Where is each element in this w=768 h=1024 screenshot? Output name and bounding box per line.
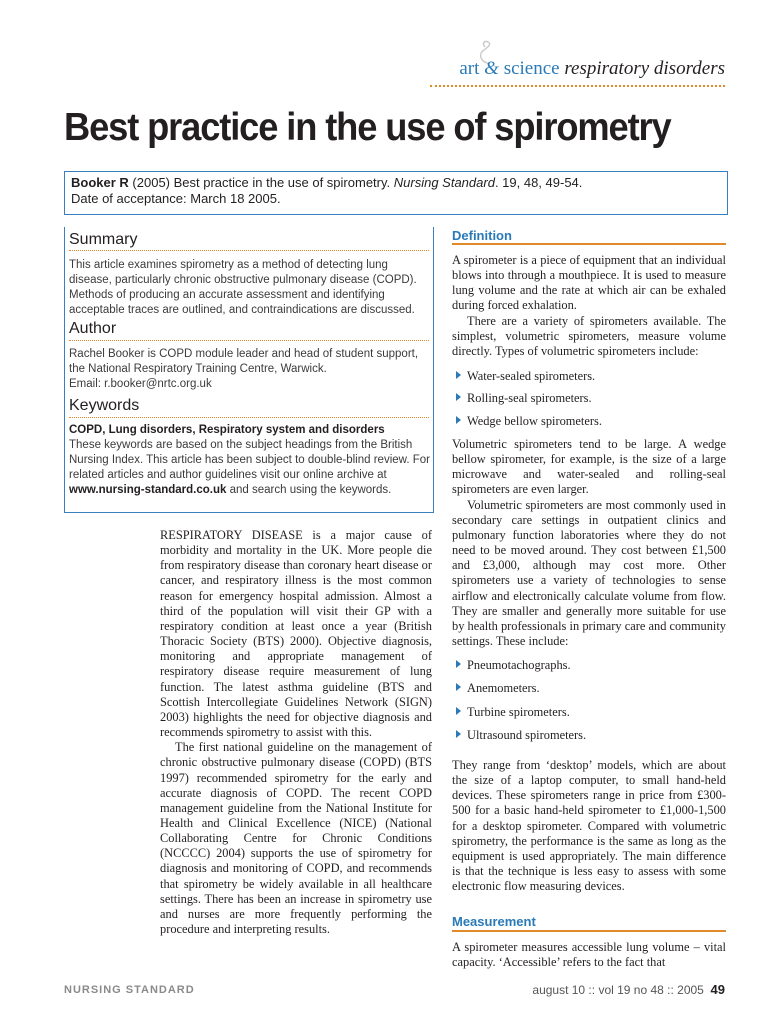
- summary-heading: Summary: [69, 231, 138, 248]
- citation-box: [64, 171, 728, 215]
- author-info: [69, 347, 431, 392]
- bullet-arrow-icon: [456, 371, 461, 379]
- bullet-arrow-icon: [456, 707, 461, 715]
- summary-text: This article examines spirometry as a method of detecting lung disease, particularly chronic obstructive pulmonary disease (COPD). Methods of producing an accurate assessment and identifying acceptable traces are outlined, and contraindications are discussed.: [69, 259, 417, 316]
- definition-text-3: [452, 758, 726, 894]
- footer-journal: NURSING STANDARD: [64, 984, 195, 996]
- definition-paragraph-2: There are a variety of spirometers available. The simplest, volumetric spirometers, measure volume directly. Types of volumetric spirometers include:: [452, 313, 726, 358]
- bullet-arrow-icon: [456, 683, 461, 691]
- definition-paragraph-1: A spirometer is a piece of equipment that an individual blows into through a mouthpiece. It is used to measure lung volume and the rate at which air can be exhaled during forced exhalation.: [452, 253, 726, 313]
- article-title: Best practice in the use of spirometry: [64, 106, 671, 149]
- citation-ref: . 19, 48, 49-54.: [494, 175, 583, 190]
- left-body-column: [160, 528, 432, 937]
- citation-author: Booker R: [71, 175, 129, 190]
- keywords-divider: [69, 417, 429, 418]
- bullet-arrow-icon: [456, 393, 461, 401]
- section-science: science: [503, 58, 560, 79]
- definition-text-2: [452, 437, 726, 649]
- footer-issue: august 10 :: vol 19 no 48 :: 2005: [532, 983, 704, 997]
- bullet-arrow-icon: [456, 416, 461, 424]
- measurement-heading: Measurement: [452, 914, 536, 929]
- archive-link[interactable]: www.nursing-standard.co.uk: [69, 484, 227, 496]
- page-number: 49: [710, 982, 725, 997]
- measurement-text: [452, 940, 726, 970]
- list-item: Pneumotachographs.: [456, 658, 571, 673]
- author-heading: Author: [69, 320, 117, 337]
- definition-text-1: [452, 253, 726, 359]
- author-text: Rachel Booker is COPD module leader and head of student support, the National Respiratory Training Centre, Warwick.: [69, 348, 419, 375]
- list-item: Ultrasound spirometers.: [456, 728, 586, 743]
- keywords-block: [69, 423, 431, 498]
- definition-paragraph-5: They range from ‘desktop’ models, which are about the size of a laptop computer, to small hand-held devices. These spirometers range in price from £300-500 for a basic hand-held spirometer to £1,000-1,500 for a desktop spirometer. Compared with volumetric spirometry, the performance is the same as long as the equipment is used appropriately. The main difference is that the technique is less easy to assess with some electronic flow measuring devices.: [452, 758, 726, 894]
- section-art: art: [459, 58, 480, 79]
- acceptance-date: Date of acceptance: March 18 2005.: [71, 191, 281, 206]
- author-email: Email: r.booker@nrtc.org.uk: [69, 378, 212, 390]
- citation-text: (2005) Best practice in the use of spirometry.: [132, 175, 391, 190]
- section-ampersand: &: [484, 58, 499, 79]
- citation-journal: Nursing Standard: [393, 175, 495, 190]
- guideline-paragraph: The first national guideline on the management of chronic obstructive pulmonary disease (COPD) (BTS 1997) recommended spirometry for the early and accurate diagnosis of COPD. The recent COPD management guideline from the National Institute for Health and Clinical Excellence (NICE) (National Collaborating Centre for Chronic Conditions (NCCCC) 2004) supports the use of spirometry for diagnosis and monitoring of COPD, and recommends that spirometry be widely available in all healthcare settings. There has been an increase in spirometry use and nurses are more frequently performing the procedure and interpreting results.: [160, 740, 432, 937]
- bullet-arrow-icon: [456, 660, 461, 668]
- measurement-divider: [452, 930, 726, 932]
- header-divider: [430, 85, 725, 87]
- author-divider: [69, 340, 429, 341]
- summary-sidebar: [64, 227, 434, 513]
- summary-divider: [69, 250, 429, 251]
- keywords-text: These keywords are based on the subject headings from the British Nursing Index. This article has been subject to double-blind review. For related articles and author guidelines visit our online archive at: [69, 439, 430, 481]
- measurement-paragraph-1: A spirometer measures accessible lung volume – vital capacity. ‘Accessible’ refers to the fact that: [452, 940, 726, 970]
- definition-paragraph-3: Volumetric spirometers tend to be large. A wedge bellow spirometer, for example, is the size of a large microwave and water-sealed and rolling-seal spirometers are even larger.: [452, 437, 726, 497]
- bullet-arrow-icon: [456, 730, 461, 738]
- footer-issue-info: [532, 982, 725, 997]
- definition-paragraph-4: Volumetric spirometers are most commonly used in secondary care settings in outpatient clinics and pulmonary function laboratories where they do not need to be moved around. They cost between £1,500 and £3,000, although may cost more. Other spirometers use a variety of technologies to sense airflow and electronically calculate volume from flow. They are smaller and generally more suitable for use by health professionals in primary care and community settings. These include:: [452, 497, 726, 649]
- list-item: Wedge bellow spirometers.: [456, 414, 602, 429]
- section-topic: respiratory disorders: [564, 58, 725, 79]
- keywords-list: COPD, Lung disorders, Respiratory system and disorders: [69, 424, 385, 436]
- definition-divider: [452, 243, 726, 245]
- section-header: [459, 58, 725, 80]
- list-item: Turbine spirometers.: [456, 705, 570, 720]
- list-item: Anemometers.: [456, 681, 540, 696]
- list-item: Rolling-seal spirometers.: [456, 391, 592, 406]
- list-item: Water-sealed spirometers.: [456, 369, 595, 384]
- keywords-tail: and search using the keywords.: [229, 484, 392, 496]
- definition-heading: Definition: [452, 228, 512, 243]
- intro-paragraph: RESPIRATORY DISEASE is a major cause of morbidity and mortality in the UK. More people die from respiratory disease than coronary heart disease or cancer, and respiratory illness is the most common reason for emergency hospital admission. Almost a third of the population will visit their GP with a respiratory condition at least once a year (British Thoracic Society (BTS) 2000). Objective diagnosis, monitoring and appropriate management of respiratory disease require measurement of lung function. The latest asthma guideline (BTS and Scottish Intercollegiate Guidelines Network (SIGN) 2003) highlights the need for objective diagnosis and recommends spirometry to assist with this.: [160, 528, 432, 740]
- keywords-heading: Keywords: [69, 397, 140, 414]
- citation-line: [71, 175, 721, 191]
